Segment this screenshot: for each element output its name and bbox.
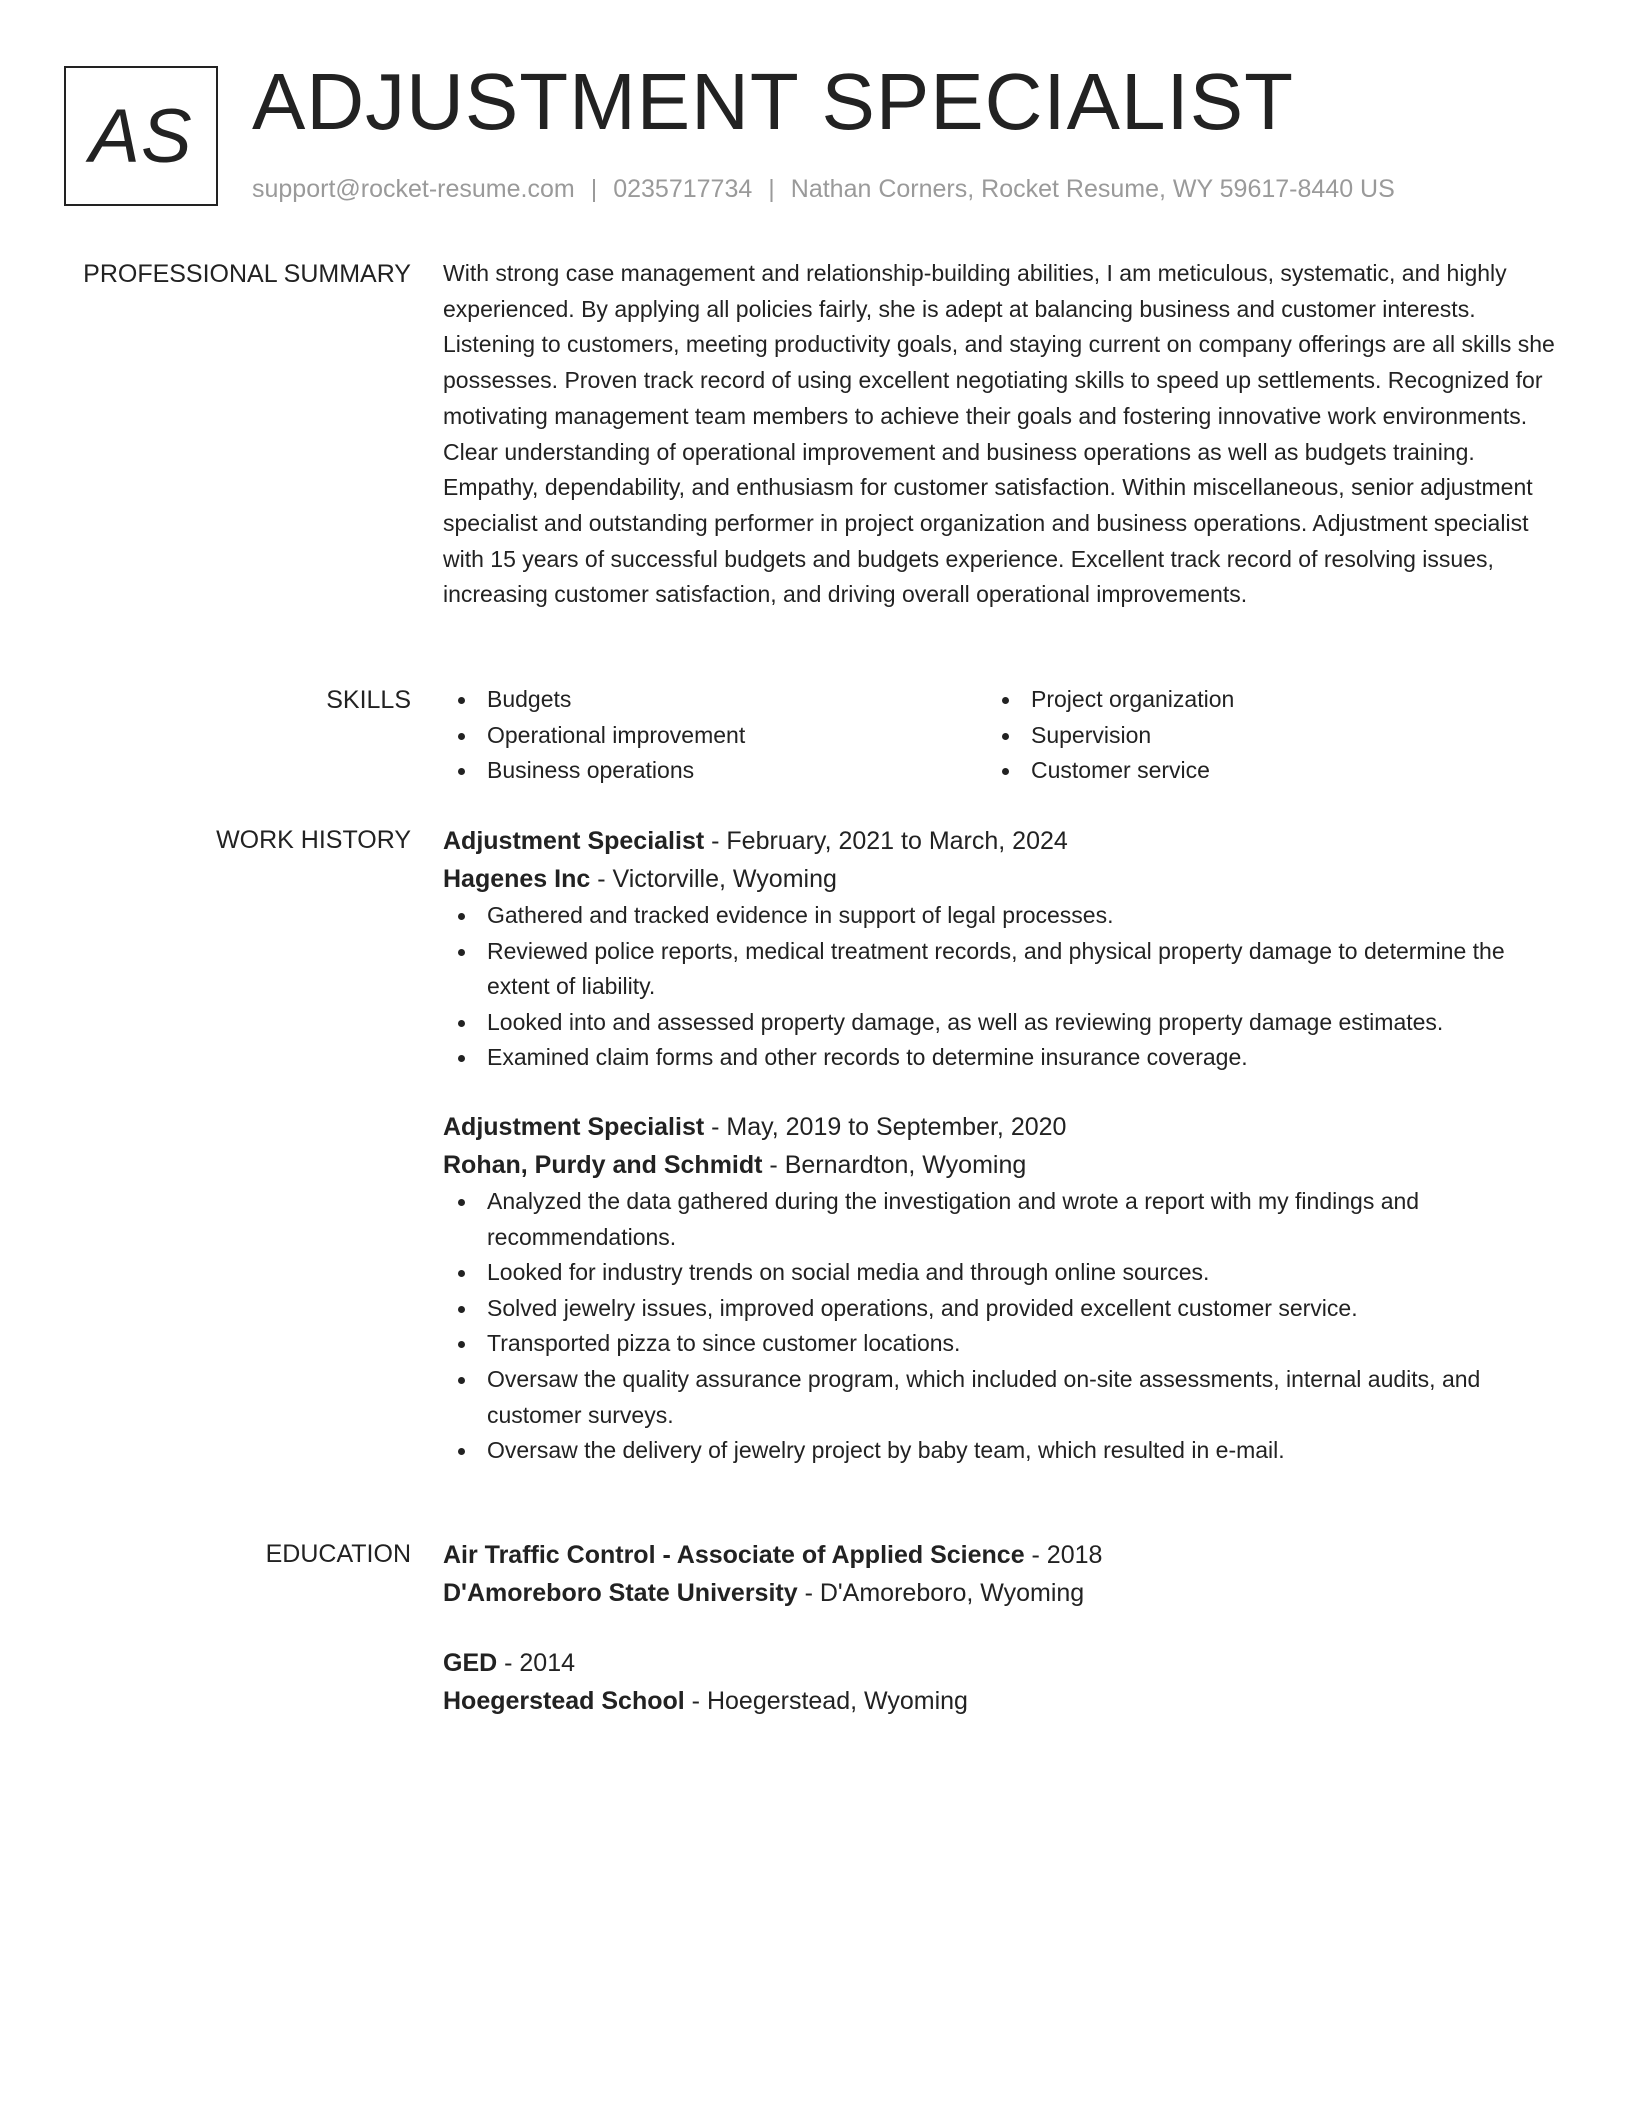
education-degree-line [443,1644,1555,1682]
job-duty-item: Analyzed the data gathered during the investigation and wrote a report with my findings and recommendations. [443,1184,1555,1255]
summary-text: With strong case management and relationship-building abilities, I am meticulous, systematic, and highly experienced. By applying all policies fairly, she is adept at balancing business and customer interests. Listening to customers, meeting productivity goals, and staying current on company offerings are all skills she possesses. Proven track record of using excellent negotiating skills to speed up settlements. Recognized for motivating management team members to achieve their goals and fostering innovative work environments. Clear understanding of operational improvement and business operations as well as budgets training. Empathy, dependability, and enthusiasm for customer satisfaction. Within miscellaneous, senior adjustment specialist and outstanding performer in project organization and business operations. Adjustment specialist with 15 years of successful budgets and budgets experience. Excellent track record of resolving issues, increasing customer satisfaction, and driving overall operational improvements. [443,260,1555,608]
education-location: - D'Amoreboro, Wyoming [797,1579,1085,1607]
job-title-line [443,822,1555,860]
contact-email[interactable]: support@rocket-resume.com [252,175,575,203]
job-dates: - February, 2021 to March, 2024 [704,827,1068,855]
education-entry [443,1536,1555,1612]
job-company: Hagenes Inc [443,865,591,893]
contact-separator: | [590,175,598,203]
skills-column-left [443,682,987,789]
education-school-line [443,1574,1555,1612]
skill-item: Customer service [987,753,1531,789]
skill-item: Operational improvement [443,718,987,754]
job-company: Rohan, Purdy and Schmidt [443,1150,763,1179]
job-duty-item: Transported pizza to since customer locations. [443,1326,1555,1362]
summary-heading: PROFESSIONAL SUMMARY [83,260,411,288]
education-heading: EDUCATION [265,1540,411,1568]
job-location: - Bernardton, Wyoming [762,1150,1027,1179]
skill-item: Business operations [443,753,987,789]
education-school: Hoegerstead School [443,1687,685,1715]
skills-heading: SKILLS [326,686,411,714]
work-body [443,822,1555,1469]
job-duty-item: Looked into and assessed property damage, as well as reviewing property damage estimates. [443,1005,1555,1041]
job-duties [443,898,1555,1076]
job-dates: - May, 2019 to September, 2020 [704,1112,1067,1141]
skills-list [443,682,1555,789]
education-degree: Air Traffic Control - Associate of Applied Science [443,1541,1025,1569]
education-entry [443,1644,1555,1720]
job-title: Adjustment Specialist [443,1112,705,1141]
education-year: - 2018 [1024,1541,1103,1569]
job-entry [443,822,1555,1076]
job-location: - Victorville, Wyoming [590,865,837,893]
job-title: Adjustment Specialist [443,827,705,855]
job-duty-item: Gathered and tracked evidence in support of legal processes. [443,898,1555,934]
skill-item: Budgets [443,682,987,718]
job-title-line [443,1108,1555,1146]
education-location: - Hoegerstead, Wyoming [684,1687,968,1715]
job-duties [443,1184,1555,1469]
education-year: - 2014 [497,1649,576,1677]
education-degree-line [443,1536,1555,1574]
job-entry [443,1108,1555,1469]
job-duty-item: Solved jewelry issues, improved operations, and provided excellent customer service. [443,1291,1555,1327]
skills-column-right [987,682,1531,789]
education-body [443,1536,1555,1720]
contact-separator: | [768,175,775,203]
contact-phone[interactable]: 0235717734 [613,175,753,203]
education-school-line [443,1682,1555,1720]
job-company-line [443,1146,1555,1184]
job-duty-item: Looked for industry trends on social media and through online sources. [443,1255,1555,1291]
monogram-badge [64,66,218,206]
work-heading: WORK HISTORY [216,826,411,854]
job-duty-item: Reviewed police reports, medical treatment records, and physical property damage to determine the extent of liability. [443,934,1555,1005]
job-duty-item: Oversaw the quality assurance program, which included on-site assessments, internal audits, and customer surveys. [443,1362,1555,1433]
summary-body [443,256,1555,613]
job-duty-item: Oversaw the delivery of jewelry project by baby team, which resulted in e-mail. [443,1433,1555,1469]
education-school: D'Amoreboro State University [443,1579,798,1607]
contact-line [252,174,1395,204]
contact-address: Nathan Corners, Rocket Resume, WY 59617-8440 US [790,175,1395,203]
education-degree: GED [443,1649,498,1677]
skill-item: Supervision [987,718,1531,754]
monogram-initials: AS [89,93,193,179]
job-duty-item: Examined claim forms and other records to determine insurance coverage. [443,1040,1555,1076]
skill-item: Project organization [987,682,1531,718]
job-company-line [443,860,1555,898]
resume-title: ADJUSTMENT SPECIALIST [252,57,1294,146]
